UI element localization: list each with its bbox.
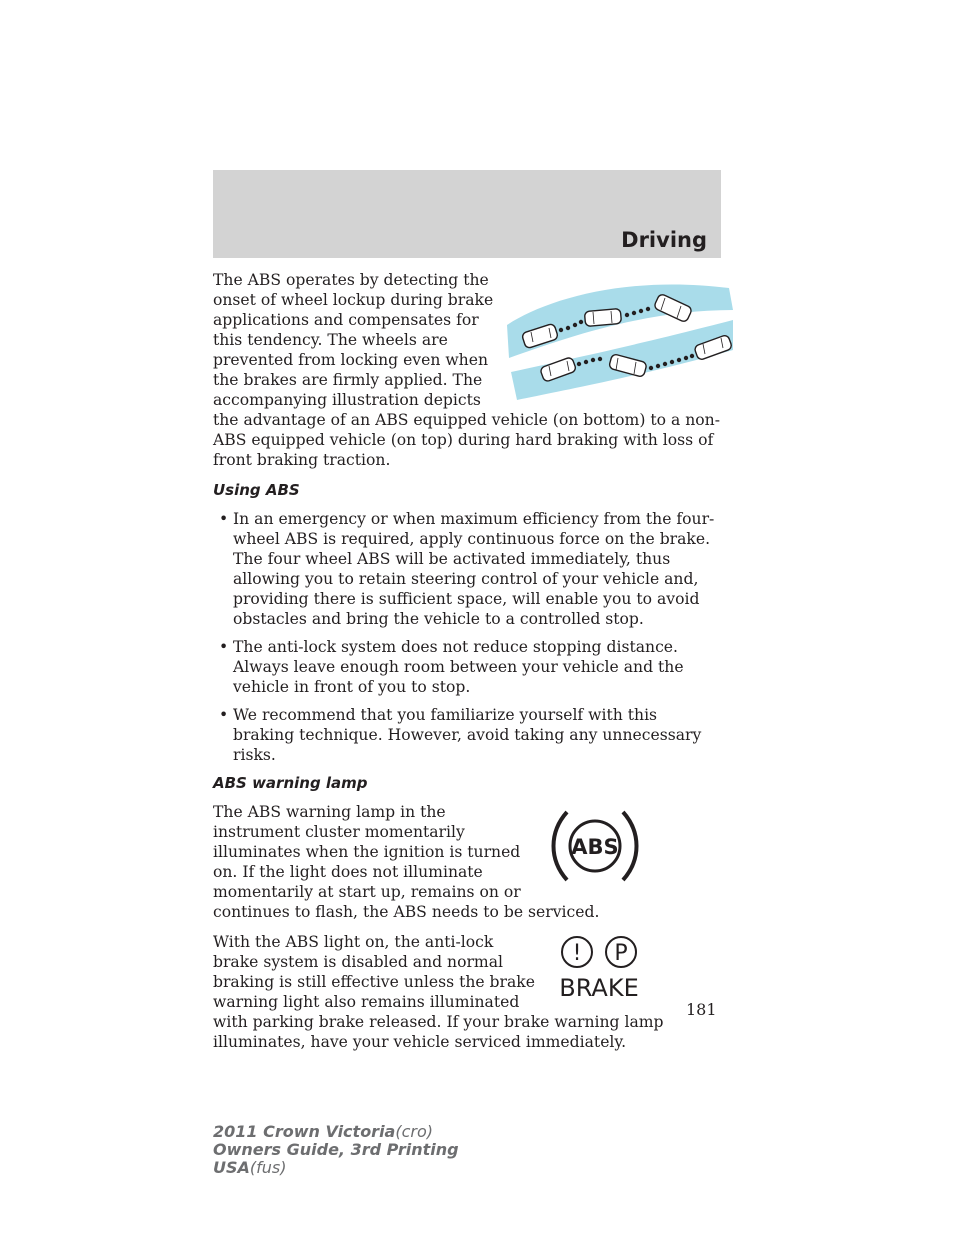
footer-line-2 — [213, 1141, 459, 1159]
page-content — [213, 270, 721, 1062]
footer-model: 2011 Crown Victoria — [213, 1122, 396, 1141]
list-item — [213, 705, 721, 765]
bullet: • — [219, 510, 229, 528]
page-number: 181 — [686, 1000, 717, 1019]
footer-line-3 — [213, 1159, 459, 1177]
abs-symbol-text: ABS — [571, 835, 619, 859]
brake-warning-icon — [547, 934, 651, 1002]
bullet: • — [219, 638, 229, 656]
footer-market: USA — [213, 1158, 250, 1177]
footer-model-code: (cro) — [395, 1122, 434, 1141]
brake-word-text: BRAKE — [559, 974, 639, 1002]
footer — [213, 1123, 459, 1177]
abs-warning-icon — [547, 806, 643, 886]
footer-guide: Owners Guide, 3rd Printing — [213, 1140, 459, 1159]
header-band — [213, 170, 721, 258]
brake-p-text: P — [614, 941, 628, 966]
bullet: • — [219, 706, 229, 724]
footer-line-1 — [213, 1123, 459, 1141]
list-item-text: We recommend that you familiarize yourself with this braking technique. However, avoid taking any unnecessary risks. — [233, 706, 702, 764]
footer-market-code: (fus) — [249, 1158, 287, 1177]
list-item — [213, 509, 721, 629]
abs-warning-paragraph-2: With the ABS light on, the anti-lock brake system is disabled and normal braking is still effective unless the brake warning light also remains illuminated with parking brake released. If your brake warning lamp illuminates, have your vehicle serviced immediately. — [213, 933, 664, 1051]
intro-paragraph: The ABS operates by detecting the onset of wheel lockup during brake applications and compensates for this tendency. The wheels are prevented from locking even when the brakes are firmly applied. The accompanying illustration depicts the advantage of an ABS equipped vehicle (on bottom) to a non-ABS equipped vehicle (on top) during hard braking with loss of front braking traction. — [213, 271, 720, 469]
abs-warning-paragraph-1: The ABS warning lamp in the instrument cluster momentarily illuminates when the ignition is turned on. If the light does not illuminate momentarily at start up, remains on or continues to flash, the ABS needs to be serviced. — [213, 803, 600, 921]
using-abs-list — [213, 509, 721, 765]
brake-exclaim-text: ! — [572, 941, 582, 966]
list-item — [213, 637, 721, 697]
section-title: Driving — [621, 228, 707, 252]
list-item-text: The anti-lock system does not reduce stopping distance. Always leave enough room between your vehicle and the vehicle in front of you to stop. — [233, 638, 684, 696]
using-abs-heading: Using ABS — [213, 481, 300, 499]
abs-road-illustration-icon — [505, 270, 733, 400]
abs-warning-heading: ABS warning lamp — [213, 774, 368, 792]
list-item-text: In an emergency or when maximum efficiency from the four-wheel ABS is required, apply continuous force on the brake. The four wheel ABS will be activated immediately, thus allowing you to retain steering control of your vehicle and, providing there is sufficient space, will enable you to avoid obstacles and bring the vehicle to a controlled stop. — [233, 510, 715, 628]
